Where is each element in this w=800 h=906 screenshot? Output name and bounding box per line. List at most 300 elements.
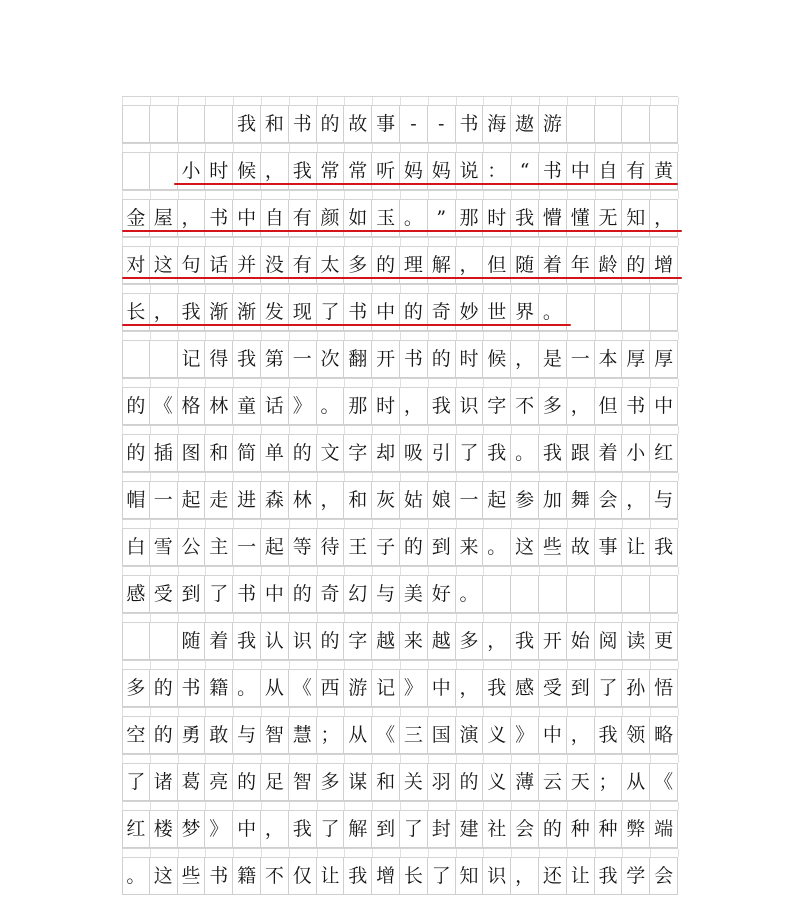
spacer-tick xyxy=(428,849,429,857)
spacer-tick xyxy=(372,144,373,152)
spacer-tick xyxy=(150,567,151,575)
grid-row xyxy=(122,519,678,566)
char: 的 xyxy=(431,347,451,370)
grid-cell xyxy=(428,482,456,518)
spacer-tick xyxy=(483,332,484,340)
char: 了 xyxy=(403,817,423,840)
char: 妈 xyxy=(431,159,451,182)
char: 智 xyxy=(292,770,312,793)
grid-cell xyxy=(595,623,623,659)
char: 厚 xyxy=(626,347,646,370)
grid-cell xyxy=(511,482,539,518)
spacer-tick xyxy=(567,473,568,481)
grid-cell xyxy=(372,858,400,894)
spacer-tick xyxy=(289,285,290,293)
grid-cell xyxy=(261,670,289,706)
char: 仅 xyxy=(292,864,312,887)
spacer-tick xyxy=(122,144,123,152)
grid-cell xyxy=(205,764,233,800)
grid-cell xyxy=(317,341,345,377)
grid-cell xyxy=(178,811,206,847)
spacer-tick xyxy=(511,661,512,669)
grid-cell xyxy=(622,623,650,659)
char: 书 xyxy=(292,112,312,135)
char: 起 xyxy=(181,488,201,511)
spacer-tick xyxy=(483,191,484,199)
char: 籍 xyxy=(237,864,257,887)
char: 些 xyxy=(542,535,562,558)
grid-cell xyxy=(428,764,456,800)
char: 始 xyxy=(570,629,590,652)
grid-cell xyxy=(150,858,178,894)
spacer-tick xyxy=(650,426,651,434)
char: ， xyxy=(515,864,535,887)
spacer-tick xyxy=(372,191,373,199)
char: 屋 xyxy=(153,206,173,229)
grid-cell xyxy=(567,811,595,847)
spacer-tick xyxy=(567,97,568,105)
red-underline xyxy=(122,324,571,326)
grid-cell xyxy=(289,435,317,471)
grid-cell xyxy=(483,623,511,659)
grid-cell xyxy=(483,106,511,142)
grid-cell xyxy=(233,623,261,659)
spacer-tick xyxy=(289,755,290,763)
grid-cell xyxy=(233,435,261,471)
char: 略 xyxy=(654,723,674,746)
grid-cell xyxy=(261,623,289,659)
char: 的 xyxy=(403,300,423,323)
spacer-tick xyxy=(456,285,457,293)
char: 。 xyxy=(515,441,535,464)
grid-cell xyxy=(567,717,595,753)
grid-cell xyxy=(178,670,206,706)
char: 梦 xyxy=(181,817,201,840)
grid-cell xyxy=(539,717,567,753)
grid-cell xyxy=(483,717,511,753)
grid-cell xyxy=(456,482,484,518)
spacer-tick xyxy=(344,332,345,340)
grid-cell xyxy=(233,858,261,894)
spacer-tick xyxy=(289,426,290,434)
row-cells xyxy=(122,717,678,754)
spacer-tick xyxy=(178,238,179,246)
row-spacer xyxy=(122,284,678,294)
spacer-tick xyxy=(344,144,345,152)
grid-cell xyxy=(289,388,317,424)
spacer-tick xyxy=(428,708,429,716)
char: 这 xyxy=(153,864,173,887)
char: 多 xyxy=(459,629,479,652)
grid-cell xyxy=(205,623,233,659)
char: 时 xyxy=(459,347,479,370)
spacer-tick xyxy=(400,802,401,810)
char: 读 xyxy=(626,629,646,652)
grid-cell xyxy=(122,858,150,894)
char: 智 xyxy=(264,723,284,746)
char: 越 xyxy=(376,629,396,652)
char: - xyxy=(410,112,417,135)
spacer-tick xyxy=(456,849,457,857)
grid-cell xyxy=(456,623,484,659)
spacer-tick xyxy=(456,473,457,481)
row-cells xyxy=(122,106,678,143)
char: ， xyxy=(654,206,674,229)
char: 了 xyxy=(459,441,479,464)
char: 谋 xyxy=(348,770,368,793)
char: 多 xyxy=(348,253,368,276)
spacer-tick xyxy=(205,614,206,622)
grid-cell xyxy=(595,717,623,753)
grid-cell xyxy=(150,482,178,518)
spacer-tick xyxy=(595,614,596,622)
char: 到 xyxy=(431,535,451,558)
char: 记 xyxy=(376,676,396,699)
row-spacer xyxy=(122,331,678,341)
spacer-tick xyxy=(344,473,345,481)
spacer-tick xyxy=(372,238,373,246)
grid-cell xyxy=(567,106,595,142)
char: 些 xyxy=(181,864,201,887)
grid-cell xyxy=(456,858,484,894)
char: 候 xyxy=(237,159,257,182)
grid-cell xyxy=(205,529,233,565)
spacer-tick xyxy=(344,97,345,105)
spacer-tick xyxy=(122,802,123,810)
spacer-tick xyxy=(456,567,457,575)
spacer-tick xyxy=(205,97,206,105)
spacer-tick xyxy=(567,755,568,763)
spacer-tick xyxy=(511,755,512,763)
grid-cell xyxy=(150,106,178,142)
char: 来 xyxy=(403,629,423,652)
spacer-tick xyxy=(595,708,596,716)
grid-cell xyxy=(428,576,456,612)
char: ， xyxy=(320,488,340,511)
grid-cell xyxy=(317,435,345,471)
char: 红 xyxy=(654,441,674,464)
char: ， xyxy=(515,347,535,370)
spacer-tick xyxy=(567,191,568,199)
char: 理 xyxy=(403,253,423,276)
spacer-tick xyxy=(233,285,234,293)
spacer-tick xyxy=(122,614,123,622)
grid-cell xyxy=(205,341,233,377)
char: 但 xyxy=(598,394,618,417)
grid-cell xyxy=(317,529,345,565)
spacer-tick xyxy=(622,238,623,246)
spacer-tick xyxy=(622,426,623,434)
grid-cell xyxy=(261,106,289,142)
spacer-tick xyxy=(178,473,179,481)
char: 不 xyxy=(515,394,535,417)
char: 认 xyxy=(264,629,284,652)
spacer-tick xyxy=(622,97,623,105)
spacer-tick xyxy=(650,708,651,716)
grid-cell xyxy=(205,435,233,471)
char: 《 xyxy=(654,770,674,793)
spacer-tick xyxy=(122,285,123,293)
grid-cell xyxy=(428,858,456,894)
spacer-tick xyxy=(511,473,512,481)
grid-cell xyxy=(650,435,678,471)
char: 故 xyxy=(348,112,368,135)
char: 识 xyxy=(292,629,312,652)
spacer-tick xyxy=(344,802,345,810)
grid-cell xyxy=(400,811,428,847)
grid-cell xyxy=(289,106,317,142)
char: 演 xyxy=(459,723,479,746)
spacer-tick xyxy=(205,426,206,434)
spacer-tick xyxy=(205,802,206,810)
char: 建 xyxy=(459,817,479,840)
grid-row xyxy=(122,331,678,378)
grid-cell xyxy=(317,717,345,753)
spacer-tick xyxy=(567,802,568,810)
grid-cell xyxy=(539,341,567,377)
spacer-tick xyxy=(456,614,457,622)
spacer-tick xyxy=(400,708,401,716)
char: 幻 xyxy=(348,582,368,605)
char: 懂 xyxy=(570,206,590,229)
spacer-tick xyxy=(233,97,234,105)
char: 了 xyxy=(431,864,451,887)
row-cells xyxy=(122,764,678,801)
char: 妈 xyxy=(403,159,423,182)
spacer-tick xyxy=(317,661,318,669)
spacer-tick xyxy=(622,849,623,857)
spacer-tick xyxy=(456,238,457,246)
spacer-tick xyxy=(122,97,123,105)
grid-row xyxy=(122,284,678,331)
spacer-tick xyxy=(178,614,179,622)
spacer-tick xyxy=(344,755,345,763)
char: 小 xyxy=(626,441,646,464)
spacer-tick xyxy=(344,285,345,293)
spacer-tick xyxy=(511,614,512,622)
char: 感 xyxy=(515,676,535,699)
spacer-tick xyxy=(122,426,123,434)
grid-cell xyxy=(428,529,456,565)
grid-cell xyxy=(372,341,400,377)
grid-cell xyxy=(400,435,428,471)
char: 参 xyxy=(515,488,535,511)
grid-row xyxy=(122,660,678,707)
spacer-tick xyxy=(178,379,179,387)
spacer-tick xyxy=(261,285,262,293)
char: “ xyxy=(519,159,530,182)
char: 弊 xyxy=(626,817,646,840)
char: 让 xyxy=(320,864,340,887)
char: 中 xyxy=(237,817,257,840)
spacer-tick xyxy=(150,661,151,669)
char: 有 xyxy=(292,253,312,276)
spacer-tick xyxy=(150,144,151,152)
grid-cell xyxy=(400,388,428,424)
grid-cell xyxy=(233,388,261,424)
char: 我 xyxy=(237,347,257,370)
char: 玉 xyxy=(376,206,396,229)
spacer-tick xyxy=(122,238,123,246)
grid-row xyxy=(122,613,678,660)
grid-cell xyxy=(622,764,650,800)
spacer-tick xyxy=(428,285,429,293)
spacer-tick xyxy=(178,520,179,528)
char: 听 xyxy=(376,159,396,182)
row-spacer xyxy=(122,96,678,106)
spacer-tick xyxy=(233,191,234,199)
grid-cell xyxy=(428,811,456,847)
char: 黄 xyxy=(654,159,674,182)
row-cells xyxy=(122,858,678,895)
grid-row xyxy=(122,754,678,801)
grid-cell xyxy=(344,576,372,612)
spacer-tick xyxy=(122,755,123,763)
char: 从 xyxy=(626,770,646,793)
grid-cell xyxy=(539,811,567,847)
grid-cell xyxy=(178,623,206,659)
spacer-tick xyxy=(483,708,484,716)
spacer-tick xyxy=(400,97,401,105)
char: 引 xyxy=(431,441,451,464)
spacer-tick xyxy=(178,661,179,669)
grid-cell xyxy=(261,858,289,894)
grid-cell xyxy=(428,388,456,424)
spacer-tick xyxy=(344,708,345,716)
spacer-tick xyxy=(261,238,262,246)
char: ， xyxy=(459,253,479,276)
char: 的 xyxy=(153,676,173,699)
char: 书 xyxy=(459,112,479,135)
char: 我 xyxy=(431,394,451,417)
grid-cell xyxy=(233,717,261,753)
grid-cell xyxy=(178,388,206,424)
spacer-tick xyxy=(400,144,401,152)
grid-cell xyxy=(622,388,650,424)
char: 得 xyxy=(209,347,229,370)
spacer-tick xyxy=(150,473,151,481)
grid-cell xyxy=(539,482,567,518)
char: 空 xyxy=(126,723,146,746)
char: 受 xyxy=(153,582,173,605)
char: ， xyxy=(570,394,590,417)
grid-cell xyxy=(122,811,150,847)
spacer-tick xyxy=(428,567,429,575)
spacer-tick xyxy=(372,520,373,528)
spacer-tick xyxy=(456,379,457,387)
grid-cell xyxy=(205,858,233,894)
spacer-tick xyxy=(511,426,512,434)
spacer-tick xyxy=(622,379,623,387)
grid-cell xyxy=(344,717,372,753)
spacer-tick xyxy=(344,567,345,575)
grid-cell xyxy=(261,576,289,612)
grid-cell xyxy=(622,811,650,847)
char: 公 xyxy=(181,535,201,558)
spacer-tick xyxy=(233,755,234,763)
grid-cell xyxy=(150,670,178,706)
grid-cell xyxy=(344,858,372,894)
spacer-tick xyxy=(122,567,123,575)
char: 的 xyxy=(292,441,312,464)
grid-cell xyxy=(372,764,400,800)
grid-cell xyxy=(622,294,650,330)
spacer-tick xyxy=(205,332,206,340)
char: 。 xyxy=(237,676,257,699)
spacer-tick xyxy=(595,661,596,669)
spacer-tick xyxy=(289,332,290,340)
spacer-tick xyxy=(400,191,401,199)
spacer-tick xyxy=(205,708,206,716)
grid-cell xyxy=(344,811,372,847)
spacer-tick xyxy=(344,191,345,199)
grid-cell xyxy=(622,858,650,894)
char: 故 xyxy=(570,535,590,558)
char: 一 xyxy=(237,535,257,558)
grid-cell xyxy=(483,858,511,894)
spacer-tick xyxy=(456,144,457,152)
char: 足 xyxy=(264,770,284,793)
char: 的 xyxy=(237,770,257,793)
char: 话 xyxy=(209,253,229,276)
spacer-tick xyxy=(289,614,290,622)
spacer-tick xyxy=(317,379,318,387)
char: 说 xyxy=(459,159,479,182)
spacer-tick xyxy=(567,144,568,152)
grid-cell xyxy=(650,529,678,565)
spacer-tick xyxy=(122,661,123,669)
char: 三 xyxy=(403,723,423,746)
char: 着 xyxy=(598,441,618,464)
char: 自 xyxy=(264,206,284,229)
grid-cell xyxy=(372,529,400,565)
spacer-tick xyxy=(261,332,262,340)
spacer-tick xyxy=(372,614,373,622)
char: 厚 xyxy=(654,347,674,370)
spacer-tick xyxy=(150,285,151,293)
spacer-tick xyxy=(539,708,540,716)
char: 奇 xyxy=(431,300,451,323)
grid-cell xyxy=(595,811,623,847)
spacer-tick xyxy=(622,473,623,481)
grid-cell xyxy=(205,106,233,142)
spacer-tick xyxy=(178,802,179,810)
spacer-tick xyxy=(122,379,123,387)
spacer-tick xyxy=(122,332,123,340)
grid-cell xyxy=(456,764,484,800)
spacer-tick xyxy=(511,802,512,810)
grid-cell xyxy=(178,576,206,612)
spacer-tick xyxy=(289,708,290,716)
spacer-tick xyxy=(372,802,373,810)
grid-cell xyxy=(289,764,317,800)
char: ， xyxy=(487,629,507,652)
char: 义 xyxy=(487,770,507,793)
grid-cell xyxy=(122,153,150,189)
spacer-tick xyxy=(205,191,206,199)
grid-cell xyxy=(456,670,484,706)
spacer-tick xyxy=(150,426,151,434)
spacer-tick xyxy=(317,238,318,246)
grid-cell xyxy=(567,435,595,471)
char: 的 xyxy=(459,770,479,793)
grid-cell xyxy=(122,388,150,424)
char: ， xyxy=(264,159,284,182)
spacer-tick xyxy=(289,849,290,857)
char: 是 xyxy=(542,347,562,370)
spacer-tick xyxy=(511,144,512,152)
spacer-tick xyxy=(400,520,401,528)
